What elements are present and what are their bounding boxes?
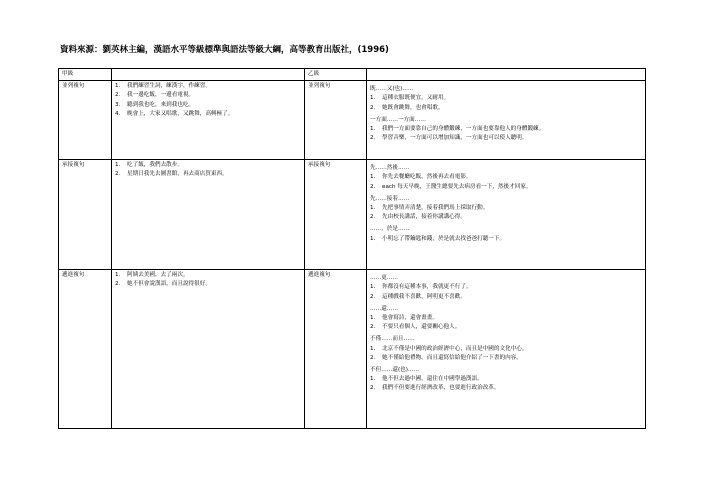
pattern-heading: ……更…… (370, 275, 398, 282)
pattern-heading: ……還…… (370, 305, 398, 312)
yi-examples (367, 160, 646, 270)
yi-type: 並列複句 (305, 81, 367, 160)
table-row (59, 81, 646, 160)
example-number: 1. (370, 315, 376, 322)
example-number: 2. (370, 135, 376, 142)
yi-type: 承接複句 (305, 160, 367, 270)
example-number: 1. (115, 272, 121, 279)
example-line (370, 323, 642, 332)
example-number: 2. (115, 281, 121, 288)
example-line (370, 314, 642, 323)
example-number: 4. (115, 110, 121, 117)
example-line (370, 283, 642, 292)
example-text: 先把事情弄清楚，接着我們馬上採取行動。 (382, 205, 489, 212)
example-number: 2. (115, 171, 121, 178)
example-number: 1. (370, 235, 376, 242)
yi-examples (367, 270, 646, 429)
example-number: 2. (115, 92, 121, 99)
example-text: 先由校長講話，接着你講講心得。 (382, 214, 466, 221)
header-jia-blank (112, 69, 305, 81)
example-line (370, 213, 642, 222)
example-text: 小明忘了帶鑰匙和錢，於是就去找爸爸打聽一下。 (382, 235, 506, 242)
example-number: 1. (370, 95, 376, 102)
jia-type: 承接複句 (59, 160, 112, 270)
example-text: 我們練習生詞，練漢字，作練習。 (127, 83, 211, 90)
example-text: 不要只看個人，還要關心他人。 (382, 324, 461, 331)
example-text: 你都沒有這種本事，我就更不行了。 (382, 284, 472, 291)
example-text: 星期日我先去圖書館，再去商店買東西。 (127, 171, 228, 178)
example-number: 2. (370, 214, 376, 221)
yi-type: 遞進複句 (305, 270, 367, 429)
example-number: 1. (370, 345, 376, 352)
example-number: 1. (115, 83, 121, 90)
example-line (370, 173, 642, 182)
jia-type: 遞進複句 (59, 270, 112, 429)
example-number: 1. (370, 284, 376, 291)
jia-type: 並列複句 (59, 81, 112, 160)
example-number: 2. (370, 183, 376, 190)
pattern-heading: 不僅……而且…… (370, 336, 415, 343)
example-line (370, 183, 642, 192)
example-line (370, 134, 642, 143)
example-text: 北京不僅是中國的政治經濟中心，而且是中國的文化中心。 (382, 345, 528, 352)
example-line (370, 345, 642, 354)
example-text: 吃了飯，我們去散步。 (127, 162, 183, 169)
example-text: 我們不但要進行經濟改革，也要進行政治改革。 (382, 385, 500, 392)
example-text: 他會寫詩，還會畫畫。 (382, 315, 438, 322)
pattern-heading: ……，於是…… (370, 226, 410, 233)
header-jia: 甲級 (59, 69, 112, 81)
example-line (370, 375, 642, 384)
example-number: 3. (115, 101, 121, 108)
header-yi-blank (367, 69, 646, 81)
pattern-heading: 先……接着…… (370, 195, 410, 202)
page-title: 資料來源：劉英林主編，漢語水平等級標準與語法等級大綱，高等教育出版社，(1996) (60, 45, 389, 55)
table-header-row (59, 69, 646, 81)
pattern-heading: 先……然後…… (370, 165, 410, 172)
example-text: 她既會跳舞，也會唱歌。 (382, 104, 444, 111)
example-number: 1. (370, 376, 376, 383)
example-line (115, 91, 301, 100)
pattern-heading: 既……又(也)…… (370, 86, 414, 93)
example-line (115, 280, 301, 289)
example-text: 你先去餐廳吃飯，然後再去看電影。 (382, 174, 472, 181)
example-text: 這種戲我不喜歡，阿明更不喜歡。 (382, 293, 466, 300)
example-text: 晚會上，大家又唱歌，又跳舞，高興極了。 (127, 110, 234, 117)
example-text: 她不僅給他禮物，而且還寫信給他介紹了一下書的內容。 (382, 354, 522, 361)
example-text: 我一邊吃飯，一邊看電視。 (127, 92, 195, 99)
example-text: 這種衣服既便宜，又耐用。 (382, 95, 450, 102)
example-line (370, 235, 642, 244)
pattern-heading: 一方面……一方面…… (370, 116, 426, 123)
example-line (115, 271, 301, 280)
example-line (370, 125, 642, 134)
example-line (370, 384, 642, 393)
example-number: 2. (370, 354, 376, 361)
example-number: 1. (370, 126, 376, 133)
example-text: 阿姨去美國，去了兩次。 (127, 272, 189, 279)
example-number: 2. (370, 293, 376, 300)
example-text: 她不但會說漢語，而且說得很好。 (127, 281, 211, 288)
example-number: 1. (115, 162, 121, 169)
grammar-table (58, 68, 646, 429)
example-text: 他不但去過中國，還住在中國學過漢語。 (382, 376, 483, 383)
example-number: 2. (370, 104, 376, 111)
yi-examples (367, 81, 646, 160)
example-line (115, 170, 301, 179)
example-text: 聽到我也吃，來到我也吃。 (127, 101, 195, 108)
example-number: 1. (370, 205, 376, 212)
example-line (370, 293, 642, 302)
example-line (370, 204, 642, 213)
jia-examples (112, 81, 305, 160)
example-number: 2. (370, 324, 376, 331)
example-text: 學習音樂，一方面可以增加知識，一方面也可以使人聰明。 (382, 135, 528, 142)
table-row (59, 160, 646, 270)
example-line (115, 101, 301, 110)
table-row (59, 270, 646, 429)
example-line (115, 161, 301, 170)
example-number: 2. (370, 385, 376, 392)
example-text: each 每天早晚，王醫生總要先去病房看一下，然後才回家。 (382, 183, 532, 190)
example-line (115, 82, 301, 91)
example-line (115, 110, 301, 119)
example-line (370, 354, 642, 363)
example-line (370, 94, 642, 103)
jia-examples (112, 160, 305, 270)
example-text: 我們一方面要靠自己的身體鍛練，一方面也要靠他人的身體鍛練。 (382, 126, 545, 133)
example-number: 1. (370, 174, 376, 181)
jia-examples (112, 270, 305, 429)
pattern-heading: 不但……還(也)…… (370, 367, 420, 374)
header-yi: 乙級 (305, 69, 367, 81)
example-line (370, 104, 642, 113)
